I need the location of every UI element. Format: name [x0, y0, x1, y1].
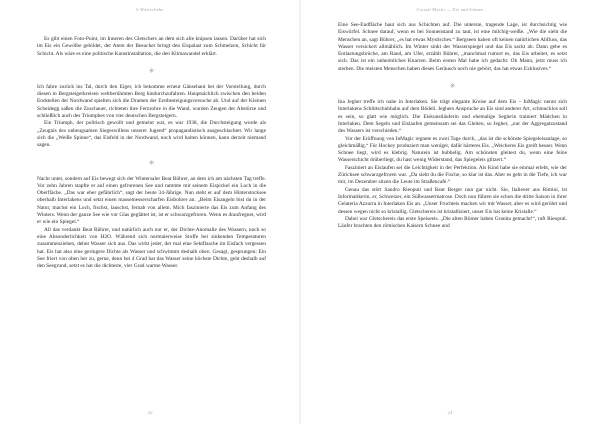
- left-section-3: [37, 176, 266, 271]
- left-running-header: 6 Wörterliebe: [136, 7, 164, 12]
- section-ornament: ✳: [148, 158, 155, 167]
- paragraph: Ein Triumph, der politisch gewollt und gemeint war, es war 1938, die Durchsteigung wurde als „Zeugnis des unbeugsamen Siegeswillens unserer Jugend“ propagandistisch ausgeschlachtet. Wir lange sich die „Weiße Spinne“, das Eisfeld in der Nordwand, noch wird halten können, kann derzeit niemand sagen.: [37, 120, 266, 149]
- paragraph: Nacht unter, sondern auf Eis bewegt sich der Wintersaler Beat Bührer, an dem ich am nächsten Tag treffe. Vor zehn Jahren stapfte er auf einen gefrorenen See und rammte mit seinem Eispickel ein Loch in die Oberfläche. „Das war eher gefährlich“, sagt der heute 34-Jährige. Nun steht er auf dem Hinterstocksee oberhalb Interlakens und setzt einen massemesserscharfen Eisbohrer an. „Beim Eisangeln bist du in der Natur, machst ein Loch, fischst, lauschst, fernab von allem. Mich faszinierte das Eis zum Anfang des Winters. Wenn der ganze See wie vor Glas geglättet ist, ist er schwarzgefroren. Wenn es draufregnet, wird er wie ein Spiegel.“: [37, 175, 266, 226]
- paragraph: Ina Jegher treffe ich nahe in Interlaken. Sie trägt elegante Kreise auf dem Eis – InMagic nennt sich Interlakens Schlittschuhbahn auf dem Bödeli. Jeghers Anspruche an Eis sind anderer Art, schmucklos soll es sein, so glatt wie möglich. Die Eiskunstläuferin und ehemalige Seglerin trainiert Mädchen in Interlaken. Dem Segeln und Eislaufen gemeinsam sei das Gleiten, so Jegher, „nur der Aggregatzustand des Wassers ist verschieden.“: [338, 99, 567, 135]
- left-section-1: [37, 36, 266, 58]
- paragraph: Ich fahre zurück ins Tal, durch den Eiger, ich bekomme erneut Gänsehaut bei der Vorstellung, durch diesen in Bergsteigerkreisen weltberühmten Berg hindurchzufahren. Hauptsächlich zwischen den beiden Endstellen der Nordwand spielten sich die Dramen der Erstbesteigungsversuche ab. Und auf der Kleinen Scheidegg saßen die Zuschauer, richteten ihre Fernrohre in die Wand, wurden Zeugen der Abstürze und schließlich auch des Triumphes von vier deutschen Bergsteigern.: [37, 83, 266, 120]
- right-page: [300, 0, 600, 424]
- left-page-number: 20: [147, 410, 153, 415]
- right-page-number: 21: [447, 410, 453, 415]
- paragraph: All das verdankt Beat Bührer, und natürlich auch nur er, der Dichte-Anomalie des Wassern, noch so eine Absonderlichkeit von H2O. Während sich normalerweise Stoffe bei sinkenden Temperaturen zusammenziehen, dehnt Wasser sich aus. Das wirkt jeder, der mal eine Sektflasche im Eisfach vergessen hat. Eis hat also eine geringere Dichte als Wasser und schwimmt deshalb oben. Gesagt, gesprungen: Ein See friert von oben her zu, gerne, denn bei 4 Grad hat das Wasser seine höchste Dichte, geht deshalb auf den Seegrund, setzt es hat die dichteste, vier Grad warme Wasser.: [37, 226, 266, 270]
- section-ornament: ✳: [148, 66, 155, 75]
- paragraph: Vor der Eröffnung von InMagic regnete es zwei Tage durch, „das ist die schönste Spiegeleisanlage, so gleichmäßig.“ Für Hockey produziert man weniger, dafür härteres Eis. „Weicheres Eis greift besser. Wenn Schnee liegt, wird es klebrig. Naturein ist hubbelig. Am schönsten gleitest du, wenn eine feine Wasserschicht drüberliegt, du hast wenig Widerstand, das Spiegeleis glitzert.“: [338, 135, 567, 164]
- paragraph: Fasziniert an Eislaufen sei die Leichtigkeit in der Perfektion. Als Kind habe sie einmal erlebt, wie der Zürichsee schwarzgefroren war. „Da sieht du die Fische, so klar ist das. Aber es geht in die Tiefe, ich war mir, im Dezember sitzen die Leute im Straßencafé.“: [338, 164, 567, 186]
- right-section-2: [338, 99, 567, 230]
- right-body-text: [338, 22, 567, 230]
- right-running-header: Crystal Mystic — Eis und Schnee: [416, 7, 484, 12]
- left-section-2: [37, 84, 266, 150]
- paragraph: Genau das stört Sandro Rieoputi und Beat Berger nun gar nicht. Sie, Italiener aus Rimini, ist Informatikerin, er, Schweizer, ein Süßwassermatrose. Doch nun führen sie schon die dritte Saison in ihrer Gelateria Azzurra in Interlaken Eis an. „Unser Fruchteis machen wir mit Wasser, aber es wird gerührt und dessen wegen nicht so kristallig. Gletschereis ist kristallisiert, unser Eis hat keine Kristalle.“: [338, 186, 567, 215]
- paragraph: Eine See-Endfläche baut sich aus Schichten auf. Die unterste, tragende Lage, ist durchsichtig wie Eiswürfel. Schnee darauf, wenn es bei Sonnenstand zu taut, ist eine milchig-weiße. „Wie die sieht die Menschen an, sagt Bührer, „es hat etwas Mystisches.“ Bergseen haben oft keinen natürlichen Abfluss, das Wasser versickert allmählich. Im Winter sinkt der Wasserspiegel und das Eis sackt ab. Dann gebe es Entlastungsbrüche, am Rand, am Ufer, erzählt Bührer, „manchmal rumort es, das Eis arbeitet, es setzt sich. Das ist ein unheimliches Knarren. Beim ersten Mal habe ich gedacht: Oh Mann, jetzt muss ich sterben. Die meisten Menschen haben dieses Geräusch noch nie gehört, das hat etwas Exklusives.“: [338, 22, 567, 72]
- section-ornament: ✳: [449, 82, 456, 91]
- paragraph: Es gibt einen Foto-Point, im Inneren des Gletschers an dem sich alle knipsen lassen. Darüber hat sich im Eis ein Gewölbe gebildet, der Atem der Besucher bringt den Eispalast zum Schmelzen, Schicht für Schicht. Als wäre es eine politische Kunstinstallation, die den Klimawandel erklärt.: [37, 36, 266, 57]
- paragraph: Dabei war Gletschereis das erste Speiseeis. „Die alten Römer haben Granita gemacht!“, ruft Rieoputi. Läufer brachten den römischen Kaisern Schnee und: [338, 215, 567, 230]
- left-body-text: [37, 36, 266, 270]
- right-section-1: [338, 22, 567, 73]
